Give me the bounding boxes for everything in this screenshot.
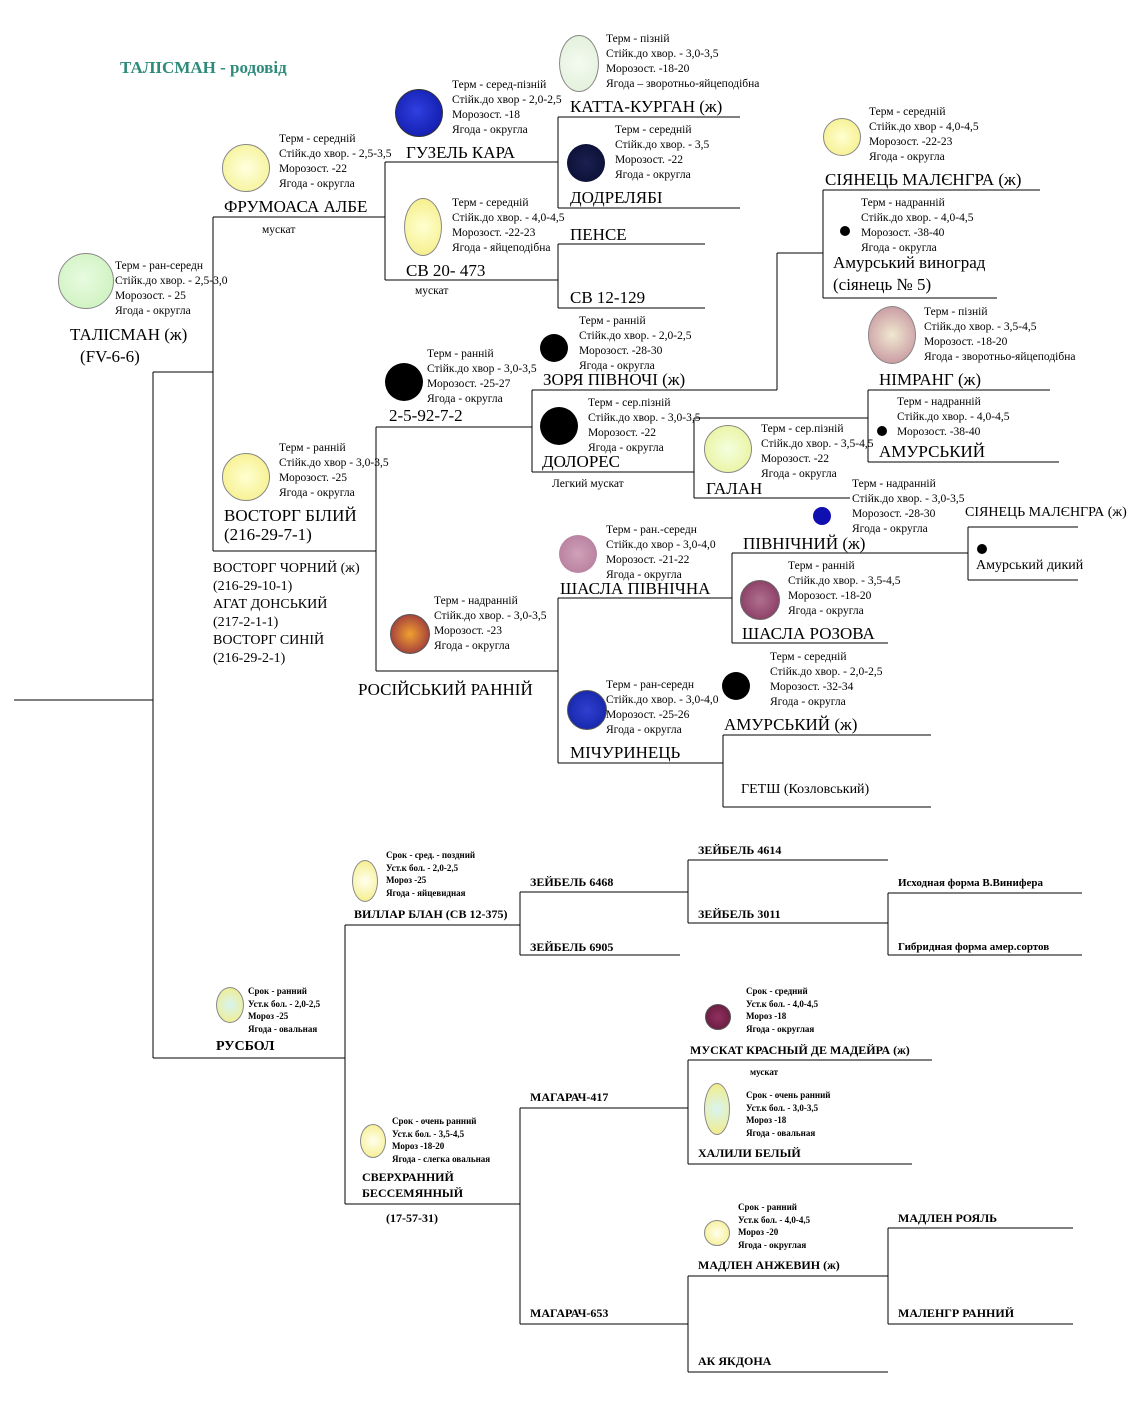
katta-name: КАТТА-КУРГАН (ж) (570, 97, 723, 116)
sverkh-info: Срок - очень ранний Уст.к бол. - 3,5-4,5 Мороз -18-20 Ягода - слегка овальная (392, 1116, 491, 1164)
zorya-info: Терм - ранній Стійк.до хвор. - 2,0-2,5 Морозост. -28-30 Ягода - округла (579, 315, 692, 372)
berry-icon (722, 672, 750, 700)
villar-name: ВИЛЛАР БЛАН (СВ 12-375) (354, 907, 508, 921)
vostorg-info: Терм - ранній Стійк.до хвор - 3,0-3,5 Морозост. -25 Ягода - округла (279, 442, 389, 499)
berry-icon (222, 144, 270, 192)
muskat-red-note: мускат (750, 1067, 779, 1077)
nimrang-name: НІМРАНГ (ж) (879, 370, 982, 389)
muskat-red-info: Срок - средний Уст.к бол. - 4,0-4,5 Мороз -18 Ягода - округлая (746, 986, 819, 1034)
dodrelyabi-info: Терм - середній Стійк.до хвор. - 3,5 Морозост. -22 Ягода - округла (615, 124, 710, 181)
berry-icon (740, 580, 780, 620)
berry-icon (540, 334, 568, 362)
michurinets-info: Терм - ран-середн Стійк.до хвор. - 3,0-4,0 Морозост. -25-26 Ягода - округла (606, 679, 719, 736)
amur-dykyi-name: Амурський дикий (976, 558, 1084, 573)
berry-icon (868, 306, 916, 364)
berry-icon (704, 1083, 730, 1135)
sister-variety-code: (216-29-2-1) (213, 651, 286, 666)
khalili-info: Срок - очень ранний Уст.к бол. - 3,0-3,5 Мороз -18 Ягода - овальная (746, 1090, 831, 1138)
seibel6468-name: ЗЕЙБЕЛЬ 6468 (530, 875, 614, 889)
madlen-royal-name: МАДЛЕН РОЯЛЬ (898, 1211, 998, 1225)
berry-icon (352, 860, 378, 902)
berry-icon (395, 89, 443, 137)
vinifera-name: Исходная форма В.Винифера (898, 877, 1043, 889)
berry-icon (58, 253, 114, 309)
vostorg-name: ВОСТОРГ БІЛИЙ (224, 506, 357, 525)
madlen-anzh-name: МАДЛЕН АНЖЕВИН (ж) (698, 1258, 840, 1272)
shasla-pivn-name: ШАСЛА ПІВНІЧНА (560, 579, 711, 598)
berry-icon (404, 198, 442, 256)
berry-icon (567, 690, 607, 730)
talisman-code: (FV-6-6) (80, 347, 140, 366)
rusbol-name: РУСБОЛ (216, 1039, 275, 1054)
seibel4614-name: ЗЕЙБЕЛЬ 4614 (698, 843, 782, 857)
berry-icon (540, 407, 578, 445)
rusbol-info: Срок - ранний Уст.к бол. - 2,0-2,5 Мороз -25 Ягода - овальная (248, 986, 321, 1034)
villar-info: Срок - сред. - поздний Уст.к бол. - 2,0-2,5 Мороз -25 Ягода - яйцевидная (386, 850, 476, 898)
muskat-red-name: МУСКАТ КРАСНЫЙ ДЕ МАДЕЙРА (ж) (690, 1043, 910, 1057)
berry-icon (567, 144, 605, 182)
sv20-name: СВ 20- 473 (406, 261, 486, 280)
sister-variety-code: (217-2-1-1) (213, 615, 279, 630)
siyanets2-name: СІЯНЕЦЬ МАЛЄНГРА (ж) (965, 505, 1127, 520)
amurskyi-name: АМУРСЬКИЙ (879, 442, 986, 461)
sister-variety: АГАТ ДОНСЬКИЙ (213, 597, 328, 612)
pivnichnyi-info: Терм - надранній Стійк.до хвор. - 3,0-3,5 Морозост. -28-30 Ягода - округла (852, 478, 965, 535)
rosiyskyi-name: РОСІЙСЬКИЙ РАННІЙ (358, 680, 533, 699)
talisman-name: ТАЛІСМАН (ж) (70, 325, 188, 344)
dodrelyabi-name: ДОДРЕЛЯБІ (570, 188, 663, 207)
maleng-name: МАЛЕНГР РАННИЙ (898, 1306, 1015, 1320)
frumoasa-info: Терм - середній Стійк.до хвор. - 2,5-3,5 Морозост. -22 Ягода - округла (279, 133, 392, 190)
berry-icon (705, 1004, 731, 1030)
shasla-roz-info: Терм - ранній Стійк.до хвор. - 3,5-4,5 Морозост. -18-20 Ягода - округла (788, 560, 901, 617)
nimrang-info: Терм - пізній Стійк.до хвор. - 3,5-4,5 Морозост. -18-20 Ягода - зворотньо-яйцеподібна (924, 306, 1076, 363)
berry-icon (390, 614, 430, 654)
guzel-name: ГУЗЕЛЬ КАРА (406, 143, 516, 162)
berry-icon (559, 35, 599, 92)
galan-info: Терм - сер.пізній Стійк.до хвор. - 3,5-4,5 Морозост. -22 Ягода - округла (761, 423, 874, 480)
berry-icon (704, 425, 752, 473)
siyanets-info: Терм - середній Стійк.до хвор - 4,0-4,5 Морозост. -22-23 Ягода - округла (869, 106, 979, 163)
vostorg-code: (216-29-7-1) (224, 525, 312, 544)
amur-vynohrad-info: Терм - надранній Стійк.до хвор. - 4,0-4,5 Морозост. -38-40 Ягода - округла (861, 197, 974, 254)
pivnichnyi-name: ПІВНІЧНИЙ (ж) (743, 534, 866, 553)
berry-icon (704, 1220, 730, 1246)
katta-info: Терм - пізній Стійк.до хвор. - 3,0-3,5 Морозост. -18-20 Ягода – зворотньо-яйцеподібна (606, 33, 760, 90)
f2592-name: 2-5-92-7-2 (389, 406, 463, 425)
berry-icon (216, 987, 244, 1023)
pense-name: ПЕНСЕ (570, 225, 627, 244)
zorya-name: ЗОРЯ ПІВНОЧІ (ж) (543, 370, 686, 389)
diagram-title: ТАЛІСМАН - родовід (120, 58, 287, 77)
hybrid-name: Гибридная форма амер.сортов (898, 941, 1050, 953)
shasla-pivn-info: Терм - ран.-середн Стійк.до хвор - 3,0-4,0 Морозост. -21-22 Ягода - округла (606, 524, 716, 581)
frumoasa-note: мускат (262, 224, 296, 236)
sv20-note: мускат (415, 285, 449, 297)
getsh-name: ГЕТШ (Козловський) (741, 782, 870, 797)
amur-vynohrad-code: (сіянець № 5) (833, 275, 932, 294)
berry-dot-icon (840, 226, 850, 236)
berry-dot-icon (877, 426, 887, 436)
amur-vynohrad-name: Амурський виноград (833, 253, 986, 272)
sverkh-name: СВЕРХРАННИЙ (362, 1170, 454, 1184)
guzel-info: Терм - серед-пізній Стійк.до хвор - 2,0-2,5 Морозост. -18 Ягода - округла (452, 79, 562, 136)
sister-variety-code: (216-29-10-1) (213, 579, 293, 594)
dolores-note: Легкий мускат (552, 478, 624, 490)
michurinets-name: МІЧУРИНЕЦЬ (570, 743, 681, 762)
sverkh-name2: БЕССЕМЯННЫЙ (362, 1186, 464, 1200)
berry-icon (559, 535, 597, 573)
seibel6905-name: ЗЕЙБЕЛЬ 6905 (530, 940, 614, 954)
ak-name: АК ЯКДОНА (698, 1354, 772, 1368)
berry-icon (823, 118, 861, 156)
siyanets-name: СІЯНЕЦЬ МАЛЄНГРА (ж) (825, 170, 1022, 189)
magarach417-name: МАГАРАЧ-417 (530, 1090, 609, 1104)
sverkh-code: (17-57-31) (386, 1211, 438, 1225)
sv20-info: Терм - середній Стійк.до хвор. - 4,0-4,5 Морозост. -22-23 Ягода - яйцеподібна (452, 197, 565, 254)
dolores-info: Терм - сер.пізній Стійк.до хвор. - 3,0-3,5 Морозост. -22 Ягода - округла (588, 397, 701, 454)
berry-dot-icon (977, 544, 987, 554)
magarach653-name: МАГАРАЧ-653 (530, 1306, 609, 1320)
f2592-info: Терм - ранній Стійк.до хвор - 3,0-3,5 Морозост. -25-27 Ягода - округла (427, 348, 537, 405)
madlen-anzh-info: Срок - ранний Уст.к бол. - 4,0-4,5 Мороз -20 Ягода - округлая (738, 1202, 811, 1250)
rosiyskyi-info: Терм - надранній Стійк.до хвор. - 3,0-3,5 Морозост. -23 Ягода - округла (434, 595, 547, 652)
sv12-name: СВ 12-129 (570, 288, 646, 307)
shasla-roz-name: ШАСЛА РОЗОВА (742, 624, 875, 643)
seibel3011-name: ЗЕЙБЕЛЬ 3011 (698, 907, 781, 921)
berry-icon (360, 1124, 386, 1158)
galan-name: ГАЛАН (706, 479, 763, 498)
berry-icon (385, 363, 423, 401)
amurskyi2-info: Терм - середній Стійк.до хвор. - 2,0-2,5 Морозост. -32-34 Ягода - округла (770, 651, 883, 708)
khalili-name: ХАЛИЛИ БЕЛЫЙ (698, 1146, 801, 1160)
amurskyi-info: Терм - надранній Стійк.до хвор. - 4,0-4,5 Морозост. -38-40 (897, 396, 1010, 438)
amurskyi2-name: АМУРСЬКИЙ (ж) (724, 715, 858, 734)
berry-icon (813, 507, 831, 525)
berry-icon (222, 453, 270, 501)
frumoasa-name: ФРУМОАСА АЛБЕ (224, 197, 368, 216)
sister-variety: ВОСТОРГ СИНІЙ (213, 633, 325, 648)
sister-variety: ВОСТОРГ ЧОРНИЙ (ж) (213, 561, 360, 576)
talisman-info: Терм - ран-середн Стійк.до хвор. - 2,5-3,0 Морозост. - 25 Ягода - округла (115, 260, 228, 317)
dolores-name: ДОЛОРЕС (542, 452, 621, 471)
